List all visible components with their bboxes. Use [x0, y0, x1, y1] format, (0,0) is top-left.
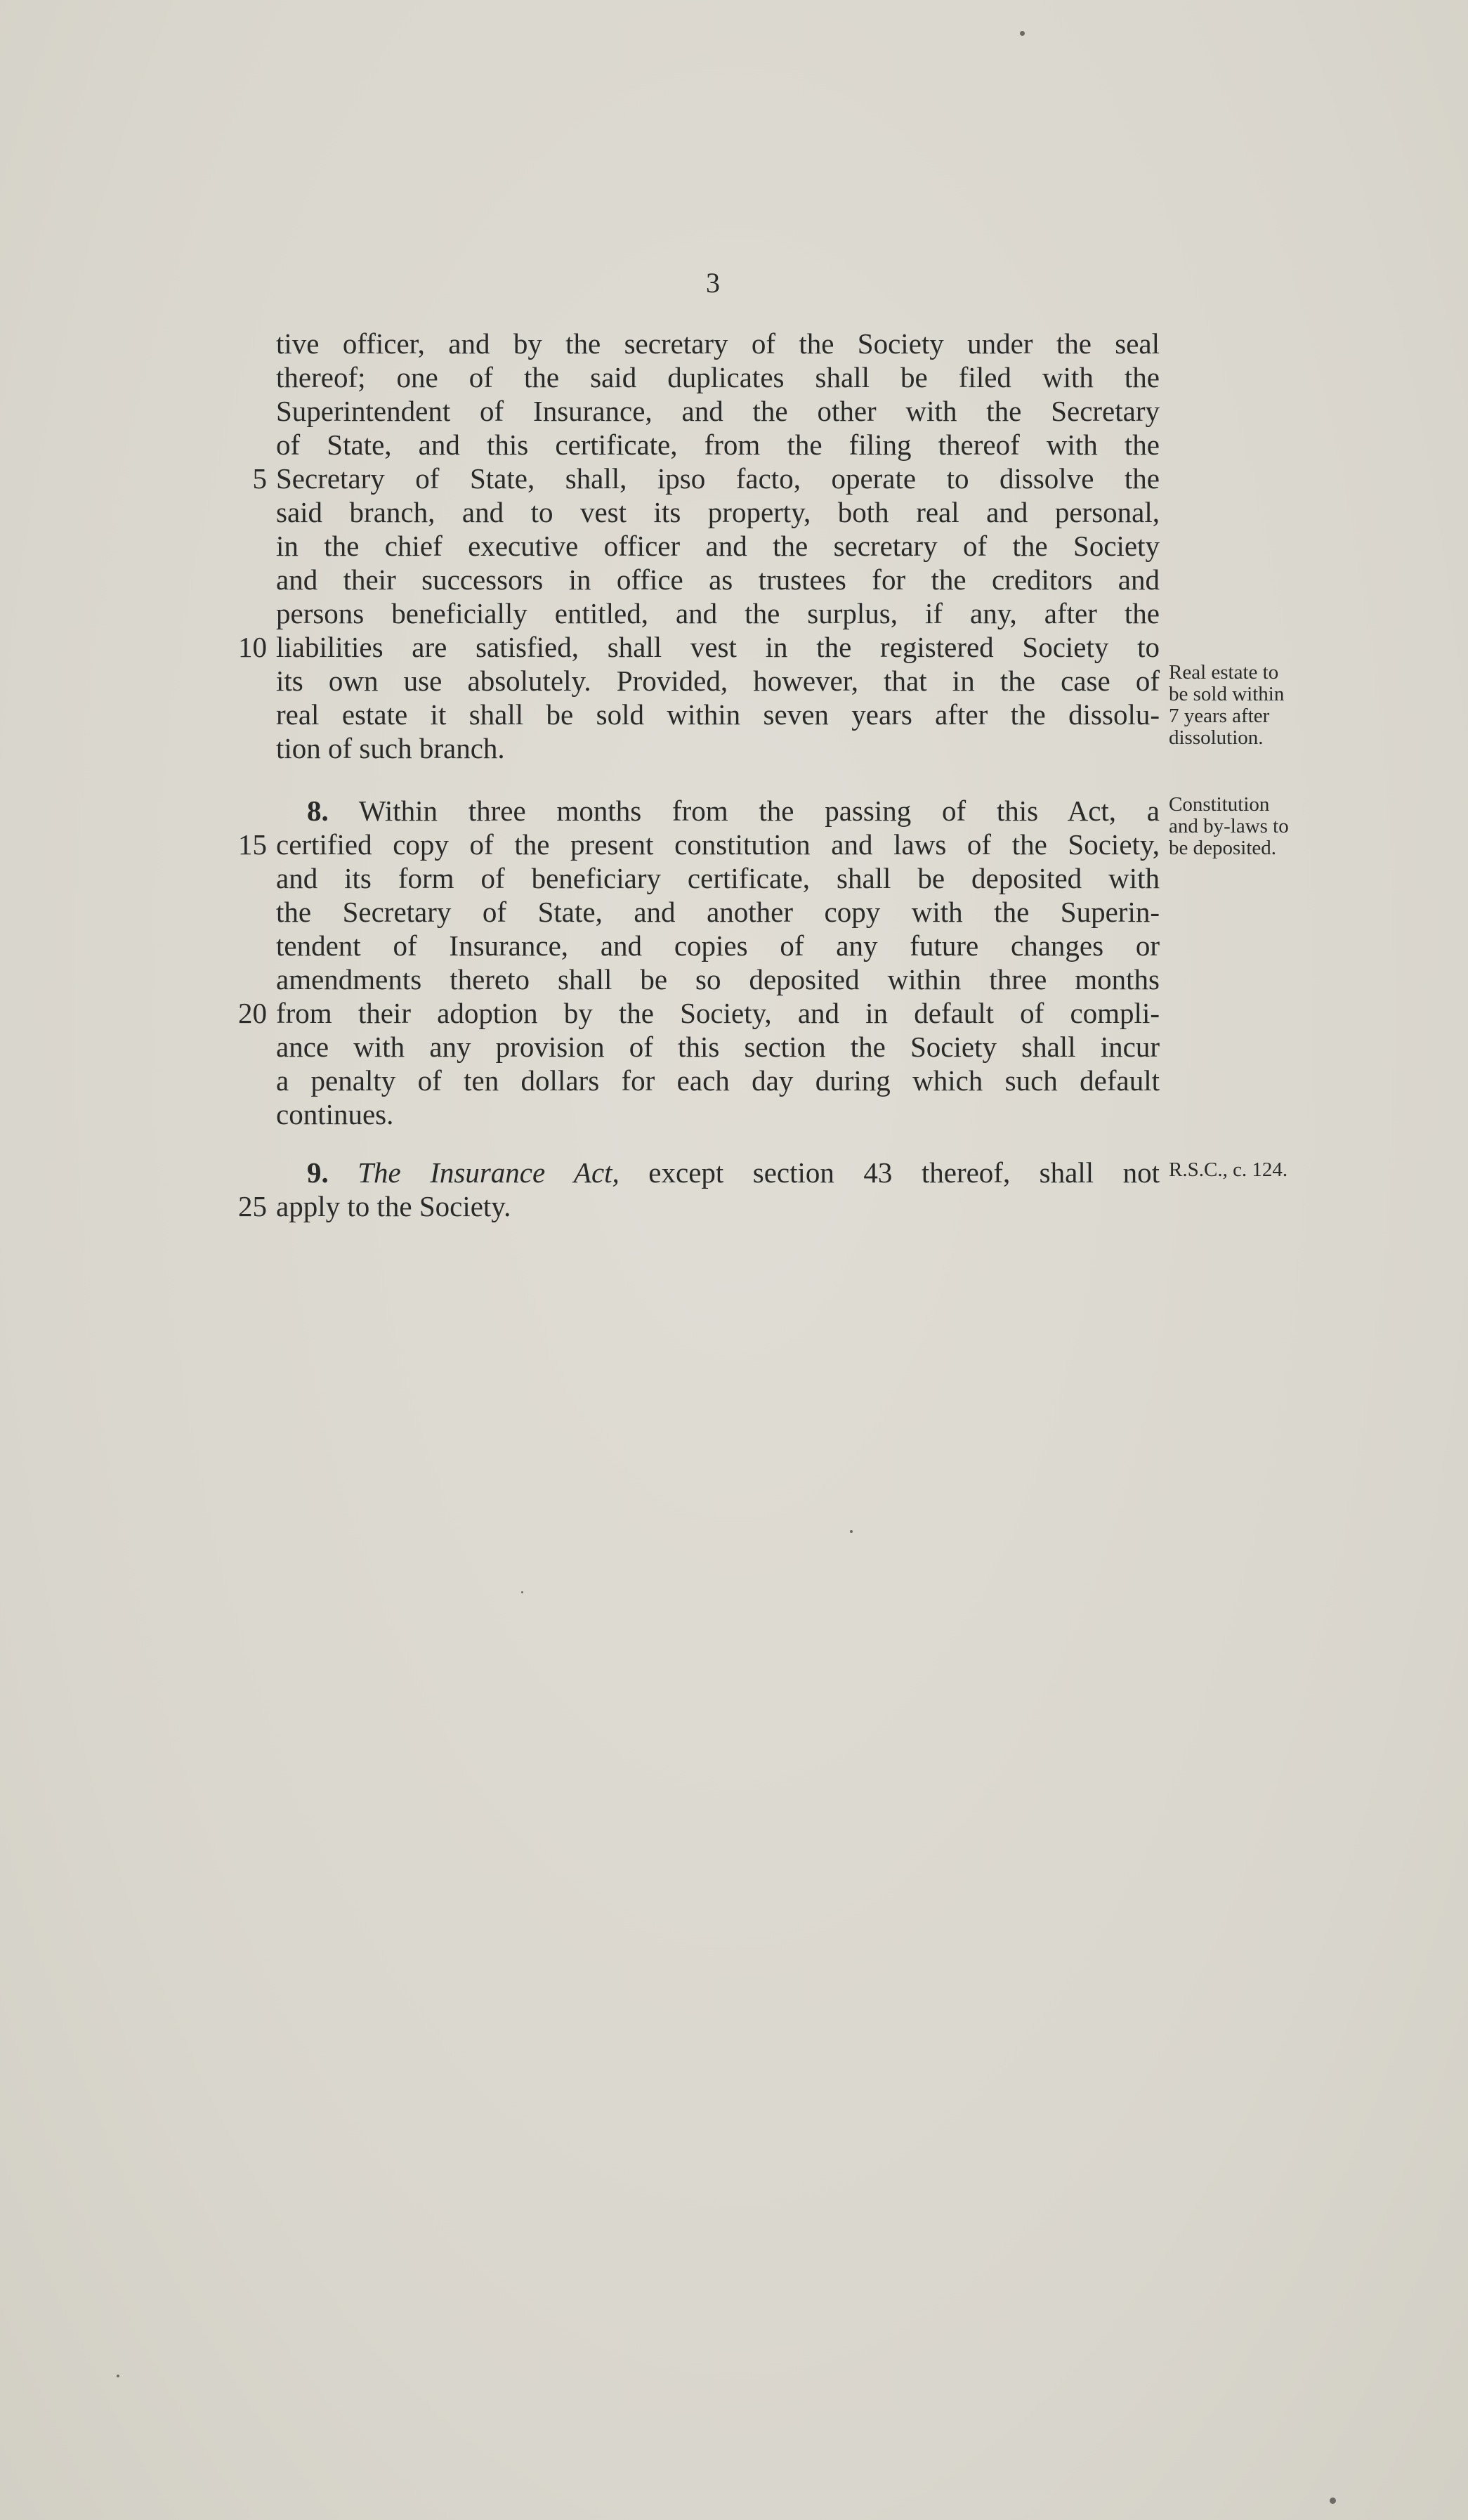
text-line: from their adoption by the Society, and in default of compli-	[276, 997, 1160, 1029]
line-number: 15	[238, 828, 267, 861]
text-line: in the chief executive officer and the secretary of the Society	[276, 530, 1160, 562]
paper-speck	[850, 1530, 853, 1533]
margin-note-line: 7 years after	[1169, 705, 1270, 727]
act-title: The Insurance Act,	[358, 1156, 620, 1189]
text-line: the Secretary of State, and another copy with the Superin-	[276, 896, 1160, 928]
margin-note-line: be deposited.	[1169, 837, 1277, 859]
text-line: persons beneficially entitled, and the surplus, if any, after the	[276, 597, 1160, 629]
text-line: its own use absolutely. Provided, however, that in the case of	[276, 665, 1160, 697]
section-number: 9.	[307, 1156, 329, 1189]
text-line: continues.	[276, 1098, 394, 1130]
margin-note-line: be sold within	[1169, 683, 1285, 705]
margin-note-line: Constitution	[1169, 793, 1270, 816]
line-number: 5	[252, 462, 267, 495]
text-line: certified copy of the present constitution and laws of the Society,	[276, 828, 1160, 861]
text-line: tendent of Insurance, and copies of any future changes or	[276, 929, 1160, 962]
margin-note-line: dissolution.	[1169, 726, 1264, 749]
page-number: 3	[706, 267, 720, 299]
text-line: tion of such branch.	[276, 732, 505, 764]
paper-speck	[1330, 2498, 1336, 2504]
text-line: of State, and this certificate, from the filing thereof with the	[276, 429, 1160, 461]
line-number: 20	[238, 997, 267, 1029]
section-number: 8.	[307, 795, 329, 827]
text-line: apply to the Society.	[276, 1190, 511, 1222]
text-line: Superintendent of Insurance, and the other with the Secretary	[276, 395, 1160, 427]
text-line: a penalty of ten dollars for each day during which such default	[276, 1064, 1160, 1097]
text-line: thereof; one of the said duplicates shall be filed with the	[276, 361, 1160, 393]
section-9-first-line	[276, 1156, 1160, 1189]
line-number: 25	[238, 1190, 267, 1222]
margin-note-line: R.S.C., c. 124.	[1169, 1158, 1288, 1181]
section-8-first-line	[276, 794, 1160, 828]
text-line: amendments thereto shall be so deposited within three months	[276, 963, 1160, 995]
paper-speck	[117, 2375, 119, 2377]
text-line: Secretary of State, shall, ipso facto, operate to dissolve the	[276, 462, 1160, 495]
section-8-first-text: Within three months from the passing of this Act, a	[358, 795, 1160, 827]
paper-speck	[521, 1591, 523, 1593]
text-line: said branch, and to vest its property, both real and personal,	[276, 496, 1160, 528]
line-number: 10	[238, 631, 267, 663]
margin-note-line: Real estate to	[1169, 661, 1279, 684]
text-line: and their successors in office as trustees for the creditors and	[276, 563, 1160, 596]
text-line: and its form of beneficiary certificate, shall be deposited with	[276, 862, 1160, 894]
text-line: liabilities are satisfied, shall vest in the registered Society to	[276, 631, 1160, 663]
margin-note-real-estate	[1169, 662, 1284, 749]
text-line: real estate it shall be sold within seven years after the dissolu-	[276, 698, 1160, 731]
margin-note-line: and by-laws to	[1169, 815, 1289, 837]
section-9-first-text: except section 43 thereof, shall not	[619, 1156, 1160, 1189]
text-line: tive officer, and by the secretary of the Society under the seal	[276, 327, 1160, 360]
margin-note-rsc	[1169, 1159, 1287, 1181]
paper-speck	[1020, 31, 1025, 36]
text-line: ance with any provision of this section the Society shall incur	[276, 1031, 1160, 1063]
margin-note-constitution	[1169, 794, 1289, 859]
